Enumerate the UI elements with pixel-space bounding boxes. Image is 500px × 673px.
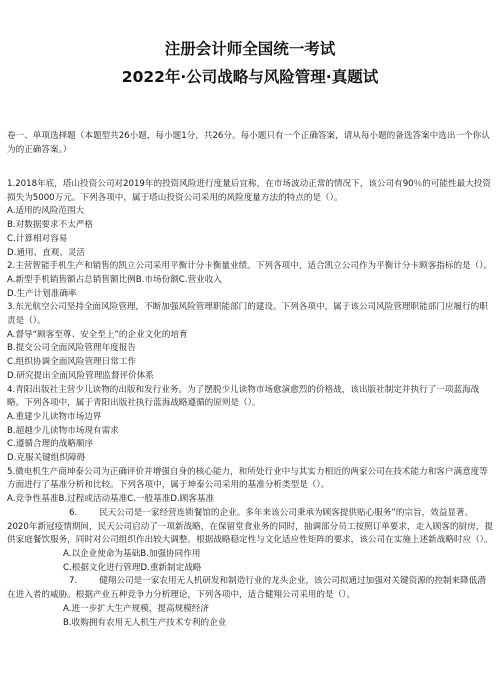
question-3-option-b: B.提交公司全面风险管理年度报告 <box>7 343 136 354</box>
question-5-option-b: B.过程或活动基准 <box>58 494 128 505</box>
document-title-line2: 2022年·公司战略与风险管理·真题试 <box>121 68 379 86</box>
question-4-option-c: C.遵循合理的战略顺序 <box>7 439 94 450</box>
question-7-number: 7. <box>69 576 78 587</box>
question-6-option-b: B.加强协同作用 <box>140 548 201 559</box>
question-4-option-d: D.克服关键组织障碍 <box>7 453 86 464</box>
question-1-stem: 1.2018年底，塔山投资公司对2019年的投资风险进行度量后宜称，在市场波动正常的情况下，该公司有90％的可能性最大投资损失为5000万元。下列各项中，属于塔山投资公司采用的风险度量方法的特点的是（）。 <box>7 179 491 203</box>
question-2-option-d: D.生产计划准确率 <box>7 288 77 299</box>
question-6-option-d: D.重新制定战略 <box>140 562 202 573</box>
question-7-stem <box>7 575 493 602</box>
question-7-option-b: B.收购拥有农用无人机生产技术专利的企业 <box>63 617 227 628</box>
question-6-options-row-2 <box>7 562 493 576</box>
question-2-stem: 2.主营智能手机生产和销售的凯立公司采用平衡计分卡衡量业绩。下列各项中，适合凯立公司作为平衡计分卡顾客指标的是（）。 <box>7 261 493 272</box>
question-2-option-c: C.营业收入 <box>178 274 222 285</box>
document-title-line1: 注册会计师全国统一考试 <box>164 40 336 58</box>
question-2-option-a: A.新型手机销售额占总销售额比例 <box>7 274 136 285</box>
question-3-option-d: D.研究提出全面风险管理监督评价体系 <box>7 370 154 381</box>
question-3-option-c: C.组织协调全面风险管理日常工作 <box>7 357 137 368</box>
question-1-option-d: D.通用、直观、灵活 <box>7 247 86 258</box>
question-1-option-a: A.适用的风险范围大 <box>7 206 85 217</box>
question-4-option-a: A.重建少儿读物市场边界 <box>7 411 102 422</box>
question-3-stem: 3.东光航空公司坚持全面风险管理，不断加强风险管理职能部门的建设。下列各项中，属于该公司风险管理职能部门应履行的职责是（）。 <box>7 302 488 327</box>
question-4-stem: 4.青阳出版社主营少儿读物的出版和发行业务。为了摆脱少儿读物市场愈演愈烈的价格战，该出版社制定并执行了一项蓝海战略。下列各项中，属于青阳出版社执行蓝海战略遵循的原则是（）。 <box>7 384 480 409</box>
question-1-option-c: C.计算相对容易 <box>7 233 68 244</box>
question-5-option-c: C.一般基准 <box>127 494 171 505</box>
question-6-option-a: A.以企业使命为基础 <box>63 548 141 559</box>
question-5-option-a: A.竞争性基准 <box>7 494 59 505</box>
question-3-option-a: A.督导“顾客至尊、安全至上”的企业文化的培育 <box>7 329 188 340</box>
question-6-options-row-1 <box>7 548 493 562</box>
section-header: 卷一、单项选择题（本题型共26小题，每小题1分，共26分。每小题只有一个正确答案，请从每小题的备选答案中选出一个你认为的正确答案。） <box>7 131 490 155</box>
question-6-option-c: C.根据文化进行管理 <box>63 562 141 573</box>
question-2-option-b: B.市场份额 <box>135 274 179 285</box>
question-6-number: 6. <box>69 507 78 518</box>
question-5-stem: 5.微电机生产商坤泰公司为正确评价并增强自身的核心能力，和所处行业中与其实力相近的两家公司在技术能力和客户满意度等方面进行了基准分析和比较。下列各项中，属于坤泰公司采用的基准分析类型是（）。 <box>7 466 488 491</box>
question-6-stem <box>7 507 493 548</box>
question-5-options-row <box>7 493 493 507</box>
question-7-option-a: A.进一步扩大生产规模，提高规模经济 <box>63 603 209 614</box>
question-4-option-b: B.超越少儿读物市场现有需求 <box>7 425 119 436</box>
question-1-option-b: B.对数据要求不太严格 <box>7 220 93 231</box>
question-5-option-d: D.顾客基准 <box>170 494 215 505</box>
question-2-options-row <box>7 274 493 288</box>
question-list <box>7 178 493 630</box>
question-6-text: 民天公司是一家经营连锁餐馆的企业。多年来该公司秉承为顾客提供贴心服务”的宗旨，效益显著。2020年新冠疫情期间，民天公司启动了一项新战略，在保留堂食业务的同时，抽调部分员工按照订单要求，走入顾客的厨房，提供家庭餐饮服务，同时对公司组织作出较大调整。根据战略稳定性与文化适应性矩阵的要求，该公司在实施上述新战略时应（）。 <box>7 507 493 546</box>
question-7-text: 健翔公司是一家农用无人机研发和制造行业的龙头企业，该公司拟通过加强对关键资源的控制来降低潜在进入者的威胁。根据产业五种竞争力分析理论，下列各项中，适合健翔公司采用的是（）。 <box>7 576 486 601</box>
